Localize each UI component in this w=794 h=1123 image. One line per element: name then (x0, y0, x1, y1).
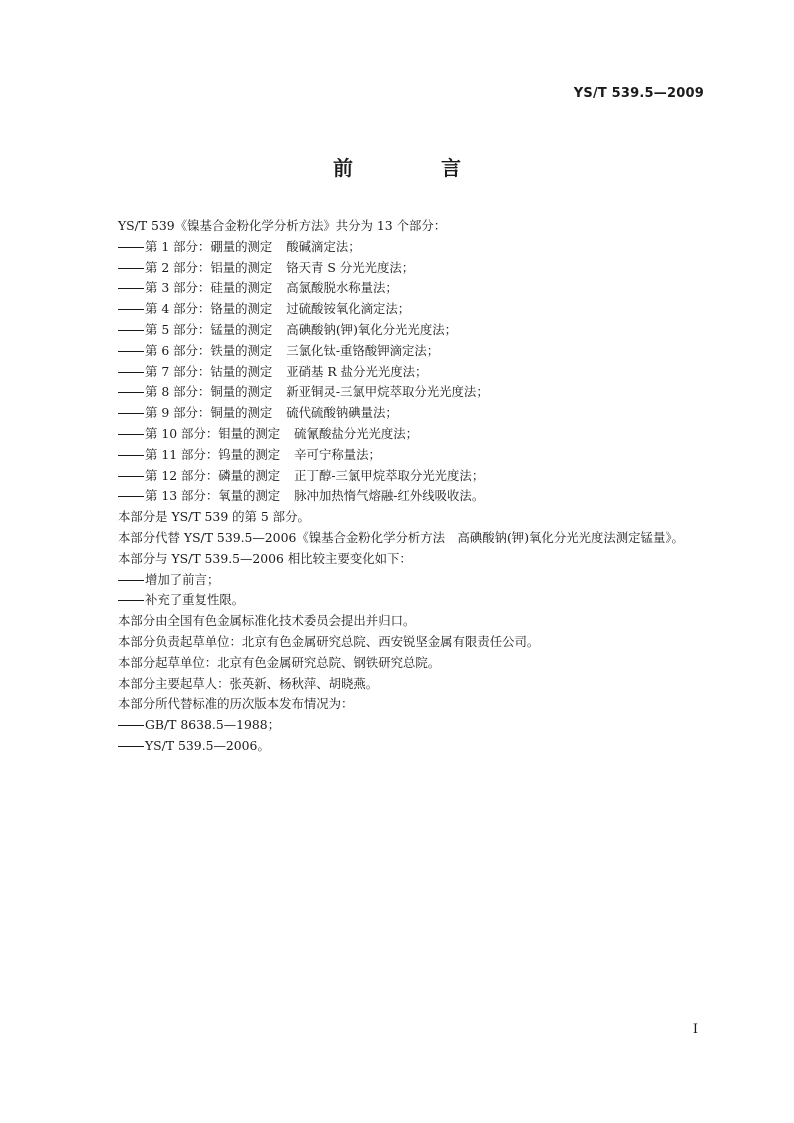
history-intro-paragraph: 本部分所代替标准的历次版本发布情况为： (118, 696, 354, 712)
part-method: 酸碱滴定法； (286, 238, 361, 254)
page-title: 前 言 (333, 156, 495, 180)
dash-mark (118, 351, 144, 352)
list-item (90, 445, 706, 466)
part-method: 高碘酸钠(钾)氧化分光光度法； (286, 321, 458, 337)
list-item (90, 736, 706, 757)
dash-mark (118, 476, 144, 477)
part-label: 第 3 部分：硅量的测定 (145, 280, 273, 296)
changes-list (90, 570, 706, 612)
part-method: 正丁醇-三氯甲烷萃取分光光度法； (294, 467, 485, 483)
part-method: 铬天青 S 分光光度法； (286, 259, 415, 275)
dash-mark (118, 247, 144, 248)
part-method: 过硫酸铵氧化滴定法； (286, 301, 411, 317)
history-text: YS/T 539.5—2006。 (145, 737, 270, 753)
change-text: 补充了重复性限。 (145, 592, 245, 608)
page-number: I (692, 1022, 698, 1037)
part-label: 第 1 部分：硼量的测定 (145, 238, 273, 254)
part-label: 第 11 部分：钨量的测定 (145, 446, 281, 462)
proposed-by-paragraph: 本部分由全国有色金属标准化技术委员会提出并归口。 (118, 613, 416, 629)
dash-mark (118, 288, 144, 289)
list-item (90, 258, 706, 279)
drafters-paragraph: 本部分主要起草人：张英新、杨秋萍、胡晓燕。 (118, 675, 379, 691)
drafting-unit-paragraph: 本部分起草单位：北京有色金属研究总院、钢铁研究总院。 (118, 654, 441, 670)
part-label: 第 9 部分：铜量的测定 (145, 405, 273, 421)
dash-mark (118, 580, 144, 581)
part-method: 亚硝基 R 盐分光光度法； (286, 363, 428, 379)
part-label: 第 4 部分：铬量的测定 (145, 301, 273, 317)
part-label: 第 13 部分：氧量的测定 (145, 488, 281, 504)
part-label: 第 10 部分：钼量的测定 (145, 425, 281, 441)
list-item (90, 715, 706, 736)
list-item (90, 278, 706, 299)
list-item (90, 299, 706, 320)
dash-mark (118, 392, 144, 393)
list-item (90, 237, 706, 258)
part-method: 高氯酸脱水称量法； (286, 280, 398, 296)
part-label: 第 8 部分：铜量的测定 (145, 384, 273, 400)
intro-paragraph: YS/T 539《镍基合金粉化学分析方法》共分为 13 个部分： (118, 218, 447, 233)
dash-mark (118, 413, 144, 414)
list-item (90, 424, 706, 445)
part-label: 第 2 部分：铝量的测定 (145, 259, 273, 275)
part-method: 辛可宁称量法； (294, 446, 381, 462)
part-label: 第 6 部分：铁量的测定 (145, 342, 273, 358)
replaces-paragraph: 本部分代替 YS/T 539.5—2006《镍基合金粉化学分析方法 高碘酸钠(钾)氧化分光光度法测定锰量》。 (118, 529, 684, 545)
dash-mark (118, 455, 144, 456)
list-item (90, 570, 706, 591)
part-label: 第 7 部分：钴量的测定 (145, 363, 273, 379)
part-method: 新亚铜灵-三氯甲烷萃取分光光度法； (286, 384, 489, 400)
part-method: 三氯化钛-重铬酸钾滴定法； (286, 342, 440, 358)
foreword-body (90, 216, 706, 757)
list-item (90, 590, 706, 611)
part-method: 硫氰酸盐分光光度法； (294, 425, 419, 441)
this-part-paragraph: 本部分是 YS/T 539 的第 5 部分。 (118, 509, 310, 525)
history-list (90, 715, 706, 757)
part-method: 脉冲加热惰气熔融-红外线吸收法。 (294, 488, 485, 504)
dash-mark (118, 372, 144, 373)
part-method: 硫代硫酸钠碘量法； (286, 405, 398, 421)
dash-mark (118, 268, 144, 269)
list-item (90, 403, 706, 424)
responsible-unit-paragraph: 本部分负责起草单位：北京有色金属研究总院、西安锐坚金属有限责任公司。 (118, 633, 540, 649)
dash-mark (118, 600, 144, 601)
list-item (90, 382, 706, 403)
list-item (90, 486, 706, 507)
part-label: 第 12 部分：磷量的测定 (145, 467, 281, 483)
dash-mark (118, 434, 144, 435)
dash-mark (118, 746, 144, 747)
list-item (90, 320, 706, 341)
change-text: 增加了前言； (145, 571, 220, 587)
list-item (90, 466, 706, 487)
dash-mark (118, 330, 144, 331)
part-label: 第 5 部分：锰量的测定 (145, 321, 273, 337)
dash-mark (118, 309, 144, 310)
list-item (90, 341, 706, 362)
history-text: GB/T 8638.5—1988； (145, 717, 281, 733)
dash-mark (118, 496, 144, 497)
parts-list (90, 237, 706, 507)
dash-mark (118, 725, 144, 726)
list-item (90, 362, 706, 383)
changes-intro-paragraph: 本部分与 YS/T 539.5—2006 相比较主要变化如下： (118, 550, 412, 566)
standard-number: YS/T 539.5—2009 (573, 86, 704, 101)
